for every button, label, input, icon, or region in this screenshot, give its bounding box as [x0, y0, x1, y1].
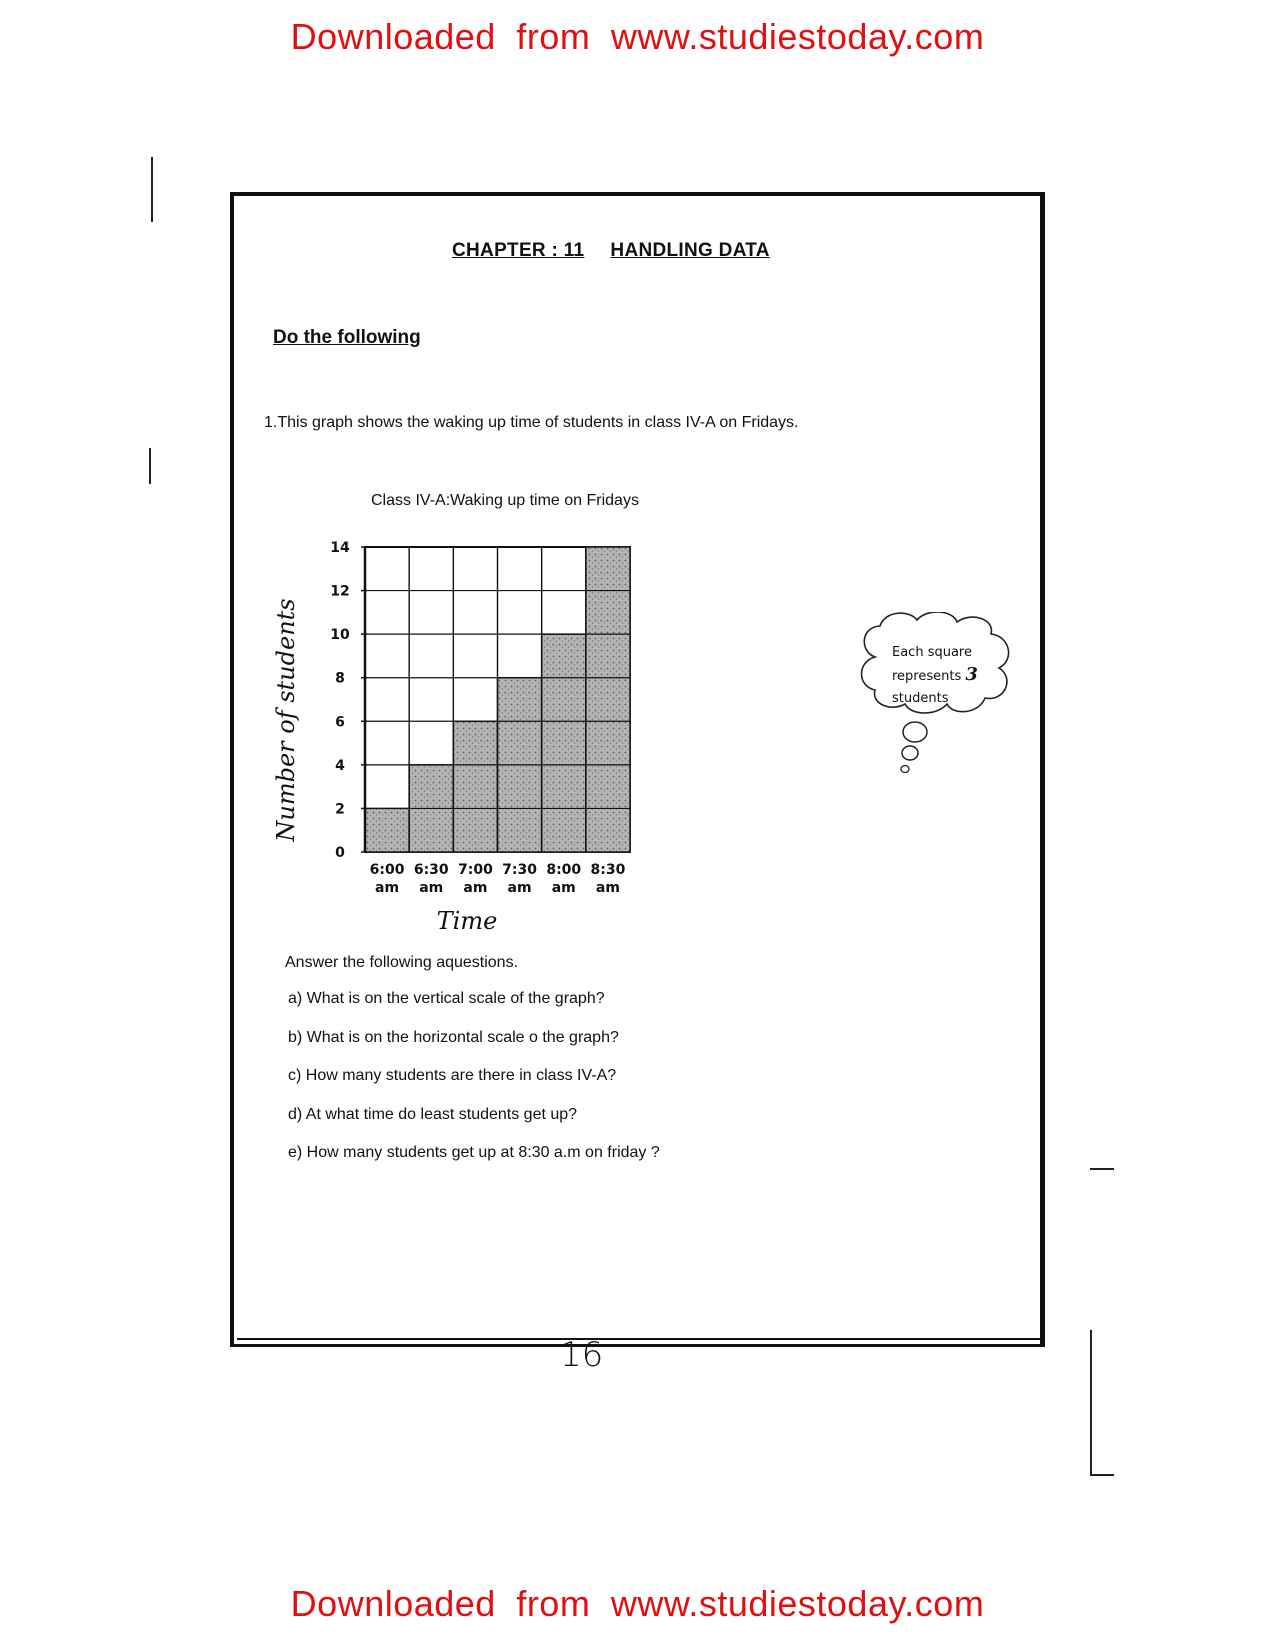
bar-chart-svg — [270, 535, 690, 955]
x-tick-label-unit: am — [507, 880, 532, 896]
y-tick-label: 10 — [330, 627, 350, 644]
y-tick-label: 8 — [335, 670, 345, 687]
footer-rule — [237, 1338, 1043, 1340]
x-tick-label-unit: am — [551, 880, 576, 896]
y-tick-label: 14 — [330, 540, 350, 556]
margin-mark — [1090, 1330, 1092, 1475]
y-tick-label: 2 — [335, 801, 345, 818]
x-tick-label: 7:30 — [502, 862, 537, 878]
chart-title: Class IV-A:Waking up time on Fridays — [371, 492, 639, 509]
y-tick-label: 0 — [335, 845, 345, 861]
x-axis-title: Time — [436, 907, 498, 935]
margin-mark — [1090, 1474, 1114, 1476]
question-1: 1.This graph shows the waking up time of students in class IV-A on Fridays. — [264, 414, 799, 431]
watermark-bottom: Downloaded from www.studiestoday.com — [290, 1583, 985, 1624]
cloud-line-2-text: represents — [892, 669, 962, 684]
x-tick-label-unit: am — [419, 880, 444, 896]
cloud-line-1: Each square — [892, 645, 972, 660]
sub-question-b: b) What is on the horizontal scale o the graph? — [288, 1028, 619, 1046]
watermark-top: Downloaded from www.studiestoday.com — [290, 16, 985, 57]
bar-8-00-am — [542, 634, 586, 852]
cloud-number: 3 — [965, 664, 978, 685]
y-tick-label: 4 — [335, 757, 345, 774]
bar-7-00-am — [453, 721, 497, 852]
chapter-label: CHAPTER : 11 — [452, 240, 585, 261]
margin-mark — [149, 448, 151, 484]
answer-intro: Answer the following aquestions. — [285, 954, 519, 971]
sub-question-c: c) How many students are there in class IV-A? — [288, 1067, 617, 1084]
cloud-line-2 — [892, 664, 978, 688]
x-tick-label-unit: am — [375, 880, 400, 896]
y-axis-title: Number of students — [272, 598, 300, 842]
x-tick-label: 7:00 — [458, 862, 493, 878]
margin-mark — [151, 157, 153, 222]
page-number: 16 — [560, 1335, 604, 1375]
bar-8-30-am — [586, 547, 630, 852]
chapter-name: HANDLING DATA — [610, 240, 770, 261]
x-tick-label-unit: am — [595, 880, 620, 896]
x-tick-label-unit: am — [463, 880, 488, 896]
y-tick-label: 12 — [330, 583, 350, 600]
sub-question-d: d) At what time do least students get up? — [288, 1105, 578, 1123]
cloud-line-3: students — [892, 691, 949, 706]
y-tick-label: 6 — [335, 714, 345, 731]
bar-6-00-am — [365, 808, 409, 852]
x-tick-label: 8:30 — [590, 862, 626, 878]
section-heading: Do the following — [273, 327, 421, 348]
bar-chart — [270, 535, 690, 955]
x-tick-label: 6:30 — [413, 862, 449, 878]
margin-mark — [1090, 1168, 1114, 1170]
sub-question-e: e) How many students get up at 8:30 a.m on friday ? — [288, 1144, 660, 1161]
cloud-note — [892, 642, 978, 710]
chapter-title — [452, 240, 796, 262]
sub-question-list — [288, 990, 660, 1183]
sub-question-a: a) What is on the vertical scale of the graph? — [288, 990, 605, 1007]
x-tick-label: 8:00 — [546, 862, 582, 878]
x-tick-label: 6:00 — [369, 862, 405, 878]
